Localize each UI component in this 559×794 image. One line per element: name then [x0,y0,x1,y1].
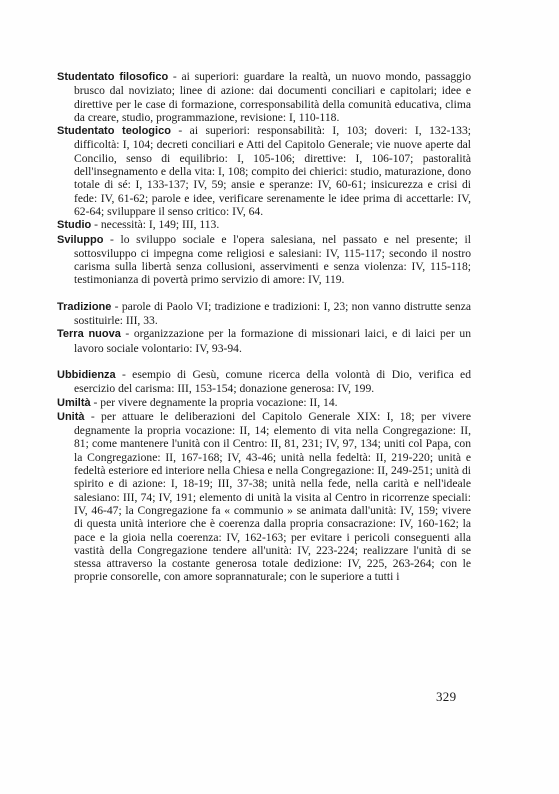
index-term: Ubbidienza [57,368,116,381]
index-entry-text: - necessità: I, 149; III, 113. [91,218,220,232]
index-term: Studentato filosofico [57,71,169,83]
page-number: 329 [436,689,457,704]
index-term: Studentato teologico [57,125,171,138]
index-column [57,70,471,584]
index-term: Unità [57,410,85,423]
index-entry-text: - per attuare le deliberazioni del Capitolo Generale XIX: I, 18; per vivere degnamente la propria vocazione: II, 14; elemento di vita nella Congregazione: II, 81; come mantenere l'unità con il Centro: II, 81, 231; IV, 97, 134; uniti col Papa, con la Congregazione: II, 167-168; IV, 43-46; unità nella fedeltà: II, 219-220; unità e fedeltà esteriore ed interiore nella Chiesa e nella Congregazione: II, 249-251; unità di spirito e di azione: I, 18-19; III, 37-38; unità nella fede, nella carità e nell'ideale salesiano: III, 74; IV, 191; elemento di unità la visita al Centro in ricorrenze speciali: IV, 46-47; la Congregazione fa « communio » se animata dall'unità: IV, 159; vivere di questa unità interiore che è coerenza dalla propria consacrazione: IV, 160-162; la pace e la gioia nella coerenza: IV, 162-163; per evitare i pericoli conseguenti alla vastità della Congregazione tendere all'unità: IV, 223-224; realizzare l'unità di se stessa attraverso la costante generosa totale dedizione: IV, 225, 263-264; con le proprie consorelle, con amore soprannaturale; con le superiore a tutti i [74,409,471,584]
index-entry [57,70,471,124]
index-term: Umiltà [57,396,91,409]
index-entry-text: - ai superiori: guardare la realtà, un nuovo mondo, passaggio brusco dal noviziato; linee di azione: dai documenti conciliari e capitolari; idee e direttive per le case di formazione, corresponsabilità della comunità educativa, clima da creare, studio, programmazione, revisione: I, 110-118. [74,70,471,124]
index-entry [57,124,471,218]
index-entry-text: - parole di Paolo VI; tradizione e tradizioni: I, 23; non vanno distrutte senza sostituirle: III, 33. [74,299,471,328]
index-entry [57,327,471,355]
index-entry [57,396,471,410]
index-term: Terra nuova [57,328,121,341]
index-entry-text: - ai superiori: responsabilità: I, 103; doveri: I, 132-133; difficoltà: I, 104; decreti conciliari e Atti del Capitolo Generale; vie nuove aperte dal Concilio, senso di equilibrio: I, 105-106; direttive: I, 106-107; pastoralità dell'insegnamento e della vita: I, 108; compito dei chierici: studio, maturazione, dono totale di sé: I, 133-137; IV, 59; ansie e speranze: IV, 60-61; insicurezza e crisi di fede: IV, 61-62; parole e idee, verificare serenamente le idee prima di accettarle: IV, 62-64; sviluppare il senso critico: IV, 64. [74,124,471,218]
index-entry-text: - organizzazione per la formazione di missionari laici, e di laici per un lavoro sociale volontario: IV, 93-94. [74,327,471,355]
section-gap [57,287,471,300]
index-term: Tradizione [57,300,112,313]
index-entry [57,410,471,584]
index-entry-text: - esempio di Gesù, comune ricerca della volontà di Dio, verifica ed esercizio del carisma: III, 153-154; donazione generosa: IV, 199. [74,367,471,396]
index-entry [57,368,471,396]
index-entry [57,218,471,232]
index-entry [57,300,471,328]
index-entry-text: - lo sviluppo sociale e l'opera salesiana, nel passato e nel presente; il sottosviluppo ci impegna come religiosi e salesiani: IV, 115-117; secondo il nostro carisma sulla libertà senza collusioni, asservimenti e senza violenza: IV, 115-118; testimonianza di povertà primo servizio di amore: IV, 119. [74,232,471,287]
index-entry [57,233,471,287]
index-entry-text: - per vivere degnamente la propria vocazione: II, 14. [90,395,338,409]
index-term: Sviluppo [57,233,104,246]
index-term: Studio [57,219,92,232]
section-gap [57,355,471,368]
